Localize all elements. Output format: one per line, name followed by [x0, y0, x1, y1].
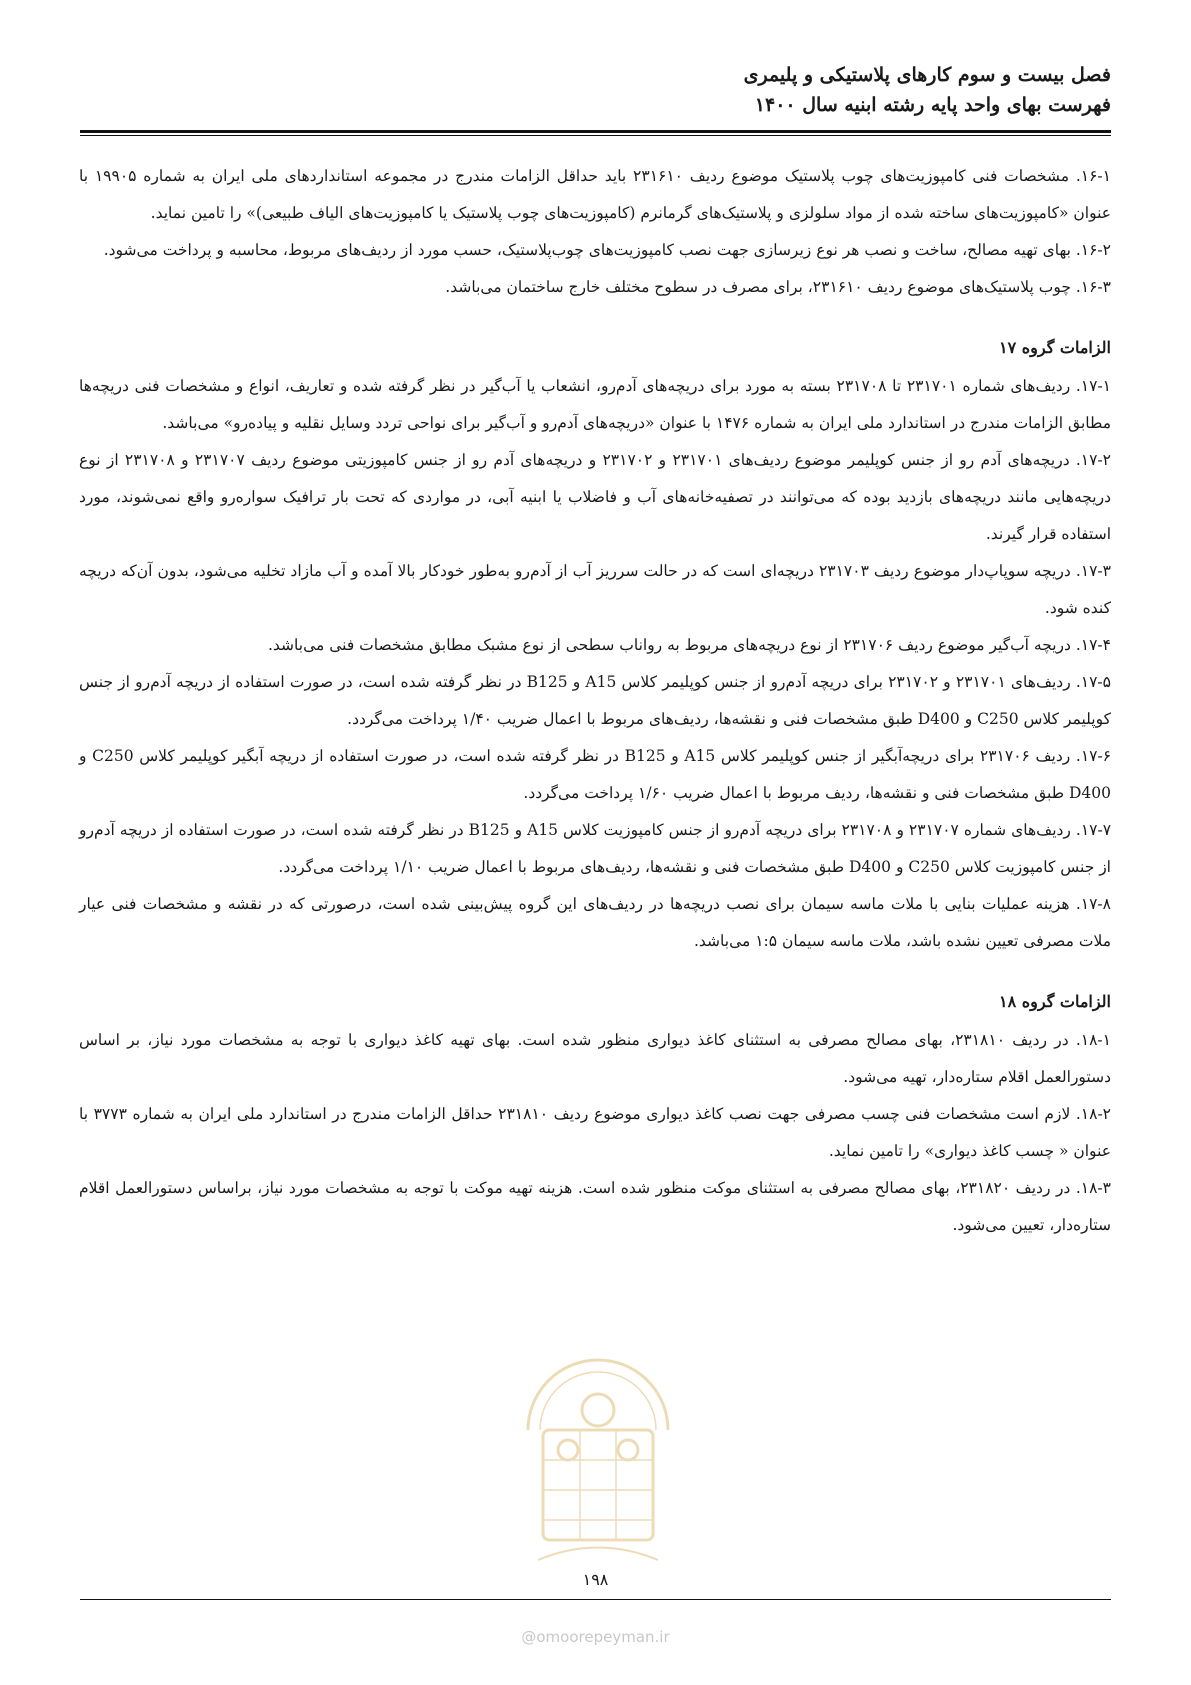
clause-17-1: ۱۷-۱. ردیف‌های شماره ۲۳۱۷۰۱ تا ۲۳۱۷۰۸ بسته به مورد برای دریچه‌های آدم‌رو، انشعاب یا آب‌گیر در نظر گرفته شده و تعاریف، انواع و مشخصات فنی دریچه‌ها مطابق الزامات مندرج در استاندارد ملی ایران به شماره ۱۴۷۶ با عنوان «دریچه‌های آدم‌رو و آب‌گیر برای نواحی تردد وسایل نقلیه و پیاده‌رو» می‌باشد.	[79, 377, 1112, 432]
document-body	[79, 158, 1111, 1244]
clause-17-2: ۱۷-۲. دریچه‌های آدم رو از جنس کوپلیمر موضوع ردیف‌های ۲۳۱۷۰۱ و ۲۳۱۷۰۲ و دریچه‌های آدم رو از جنس کامپوزیتی موضوع ردیف ۲۳۱۷۰۷ و ۲۳۱۷۰۸ از نوع دریچه‌هایی مانند دریچه‌های بازدید بوده که می‌توانند در تصفیه‌خانه‌های آب و فاضلاب یا ابنیه آبی، در مواردی که تحت بار ترافیک سواره‌رو واقع نمی‌شوند، مورد استفاده قرار گیرند.	[79, 451, 1112, 543]
clause-17-5: ۱۷-۵. ردیف‌های ۲۳۱۷۰۱ و ۲۳۱۷۰۲ برای دریچه آدم‌رو از جنس کوپلیمر کلاس A15 و B125 در نظر گرفته شده است، در صورت استفاده از دریچه آدم‌رو از جنس کوپلیمر کلاس C250 و D400 طبق مشخصات فنی و نقشه‌ها، ردیف‌های مربوط با اعمال ضریب ۱/۴۰ پرداخت می‌گردد.	[79, 673, 1111, 728]
section-spacer	[79, 306, 1111, 330]
clause-17-6: ۱۷-۶. ردیف ۲۳۱۷۰۶ برای دریچه‌آبگیر از جنس کوپلیمر کلاس A15 و B125 در نظر گرفته شده است، در صورت استفاده از دریچه آبگیر کوپلیمر کلاس C250 و D400 طبق مشخصات فنی و نقشه‌ها، ردیف مربوط با اعمال ضریب ۱/۶۰ پرداخت می‌گردد.	[79, 747, 1112, 802]
price-list-subtitle: فهرست بهای واحد پایه رشته ابنیه سال ۱۴۰۰	[754, 94, 1111, 116]
group-17-heading: الزامات گروه ۱۷	[999, 338, 1111, 357]
chapter-title: فصل بیست و سوم کارهای پلاستیکی و پلیمری	[743, 64, 1111, 86]
website-watermark: @omoorepeyman.ir	[521, 1628, 670, 1646]
seal-logo-icon	[498, 1310, 698, 1570]
header-rule-thick	[80, 130, 1111, 133]
clause-16-3: ۱۶-۳. چوب پلاستیک‌های موضوع ردیف ۲۳۱۶۱۰، برای مصرف در سطوح مختلف خارج ساختمان می‌باشد.	[445, 278, 1111, 296]
clause-17-3: ۱۷-۳. دریچه سوپاپ‌دار موضوع ردیف ۲۳۱۷۰۳ دریچه‌ای است که در حالت سرریز آب از آدم‌رو به‌طور خودکار بالا آمده و آب مازاد تخلیه می‌شود، بدون آن‌که دریچه کنده شود.	[79, 562, 1111, 617]
clause-17-4: ۱۷-۴. دریچه آب‌گیر موضوع ردیف ۲۳۱۷۰۶ از نوع دریچه‌های مربوط به رواناب سطحی از نوع مشبک مطابق مشخصات فنی می‌باشد.	[267, 636, 1111, 654]
section-spacer	[79, 960, 1111, 984]
clause-16-2: ۱۶-۲. بهای تهیه مصالح، ساخت و نصب هر نوع زیرسازی جهت نصب کامپوزیت‌های چوب‌پلاستیک، حسب مورد از ردیف‌های مربوط، محاسبه و پرداخت می‌شود.	[103, 241, 1111, 259]
clause-18-2: ۱۸-۲. لازم است مشخصات فنی چسب مصرفی جهت نصب کاغذ دیواری موضوع ردیف ۲۳۱۸۱۰ حداقل الزامات مندرج در استاندارد ملی ایران به شماره ۳۷۷۳ با عنوان « چسب کاغذ دیواری» را تامین نماید.	[79, 1105, 1112, 1160]
footer-rule	[80, 1599, 1111, 1600]
clause-16-1: ۱۶-۱. مشخصات فنی کامپوزیت‌های چوب پلاستیک موضوع ردیف ۲۳۱۶۱۰ باید حداقل الزامات مندرج در مجموعه استانداردهای ملی ایران به شماره ۱۹۹۰۵ با عنوان «کامپوزیت‌های ساخته شده از مواد سلولزی و پلاستیک‌های گرمانرم (کامپوزیت‌های چوب پلاستیک یا کامپوزیت‌های الیاف طبیعی)» را تامین نماید.	[79, 167, 1111, 222]
page-number: ۱۹۸	[582, 1570, 609, 1589]
clause-18-3: ۱۸-۳. در ردیف ۲۳۱۸۲۰، بهای مصالح مصرفی به استثنای موکت منظور شده است. هزینه تهیه موکت با توجه به مشخصات مورد نیاز، براساس دستورالعمل اقلام ستاره‌دار، تعیین می‌شود.	[79, 1179, 1111, 1234]
clause-17-8: ۱۷-۸. هزینه عملیات بنایی با ملات ماسه سیمان برای نصب دریچه‌ها در ردیف‌های این گروه پیش‌بینی شده است، درصورتی که در نقشه و مشخصات فنی عیار ملات مصرفی تعیین نشده باشد، ملات ماسه سیمان ۱:۵ می‌باشد.	[79, 895, 1111, 950]
clause-18-1: ۱۸-۱. در ردیف ۲۳۱۸۱۰، بهای مصالح مصرفی به استثنای کاغذ دیواری منظور شده است. بهای تهیه کاغذ دیواری با توجه به مشخصات مورد نیاز، بر اساس دستورالعمل اقلام ستاره‌دار، تهیه می‌شود.	[79, 1031, 1111, 1086]
group-18-heading: الزامات گروه ۱۸	[999, 992, 1111, 1011]
clause-17-7: ۱۷-۷. ردیف‌های شماره ۲۳۱۷۰۷ و ۲۳۱۷۰۸ برای دریچه آدم‌رو از جنس کامپوزیت کلاس A15 و B125 در نظر گرفته شده است، در صورت استفاده از دریچه آدم‌رو از جنس کامپوزیت کلاس C250 و D400 طبق مشخصات فنی و نقشه‌ها، ردیف‌های مربوط با اعمال ضریب ۱/۱۰ پرداخت می‌گردد.	[79, 821, 1112, 876]
page-header	[79, 60, 1111, 120]
header-rule-thin	[80, 135, 1111, 136]
